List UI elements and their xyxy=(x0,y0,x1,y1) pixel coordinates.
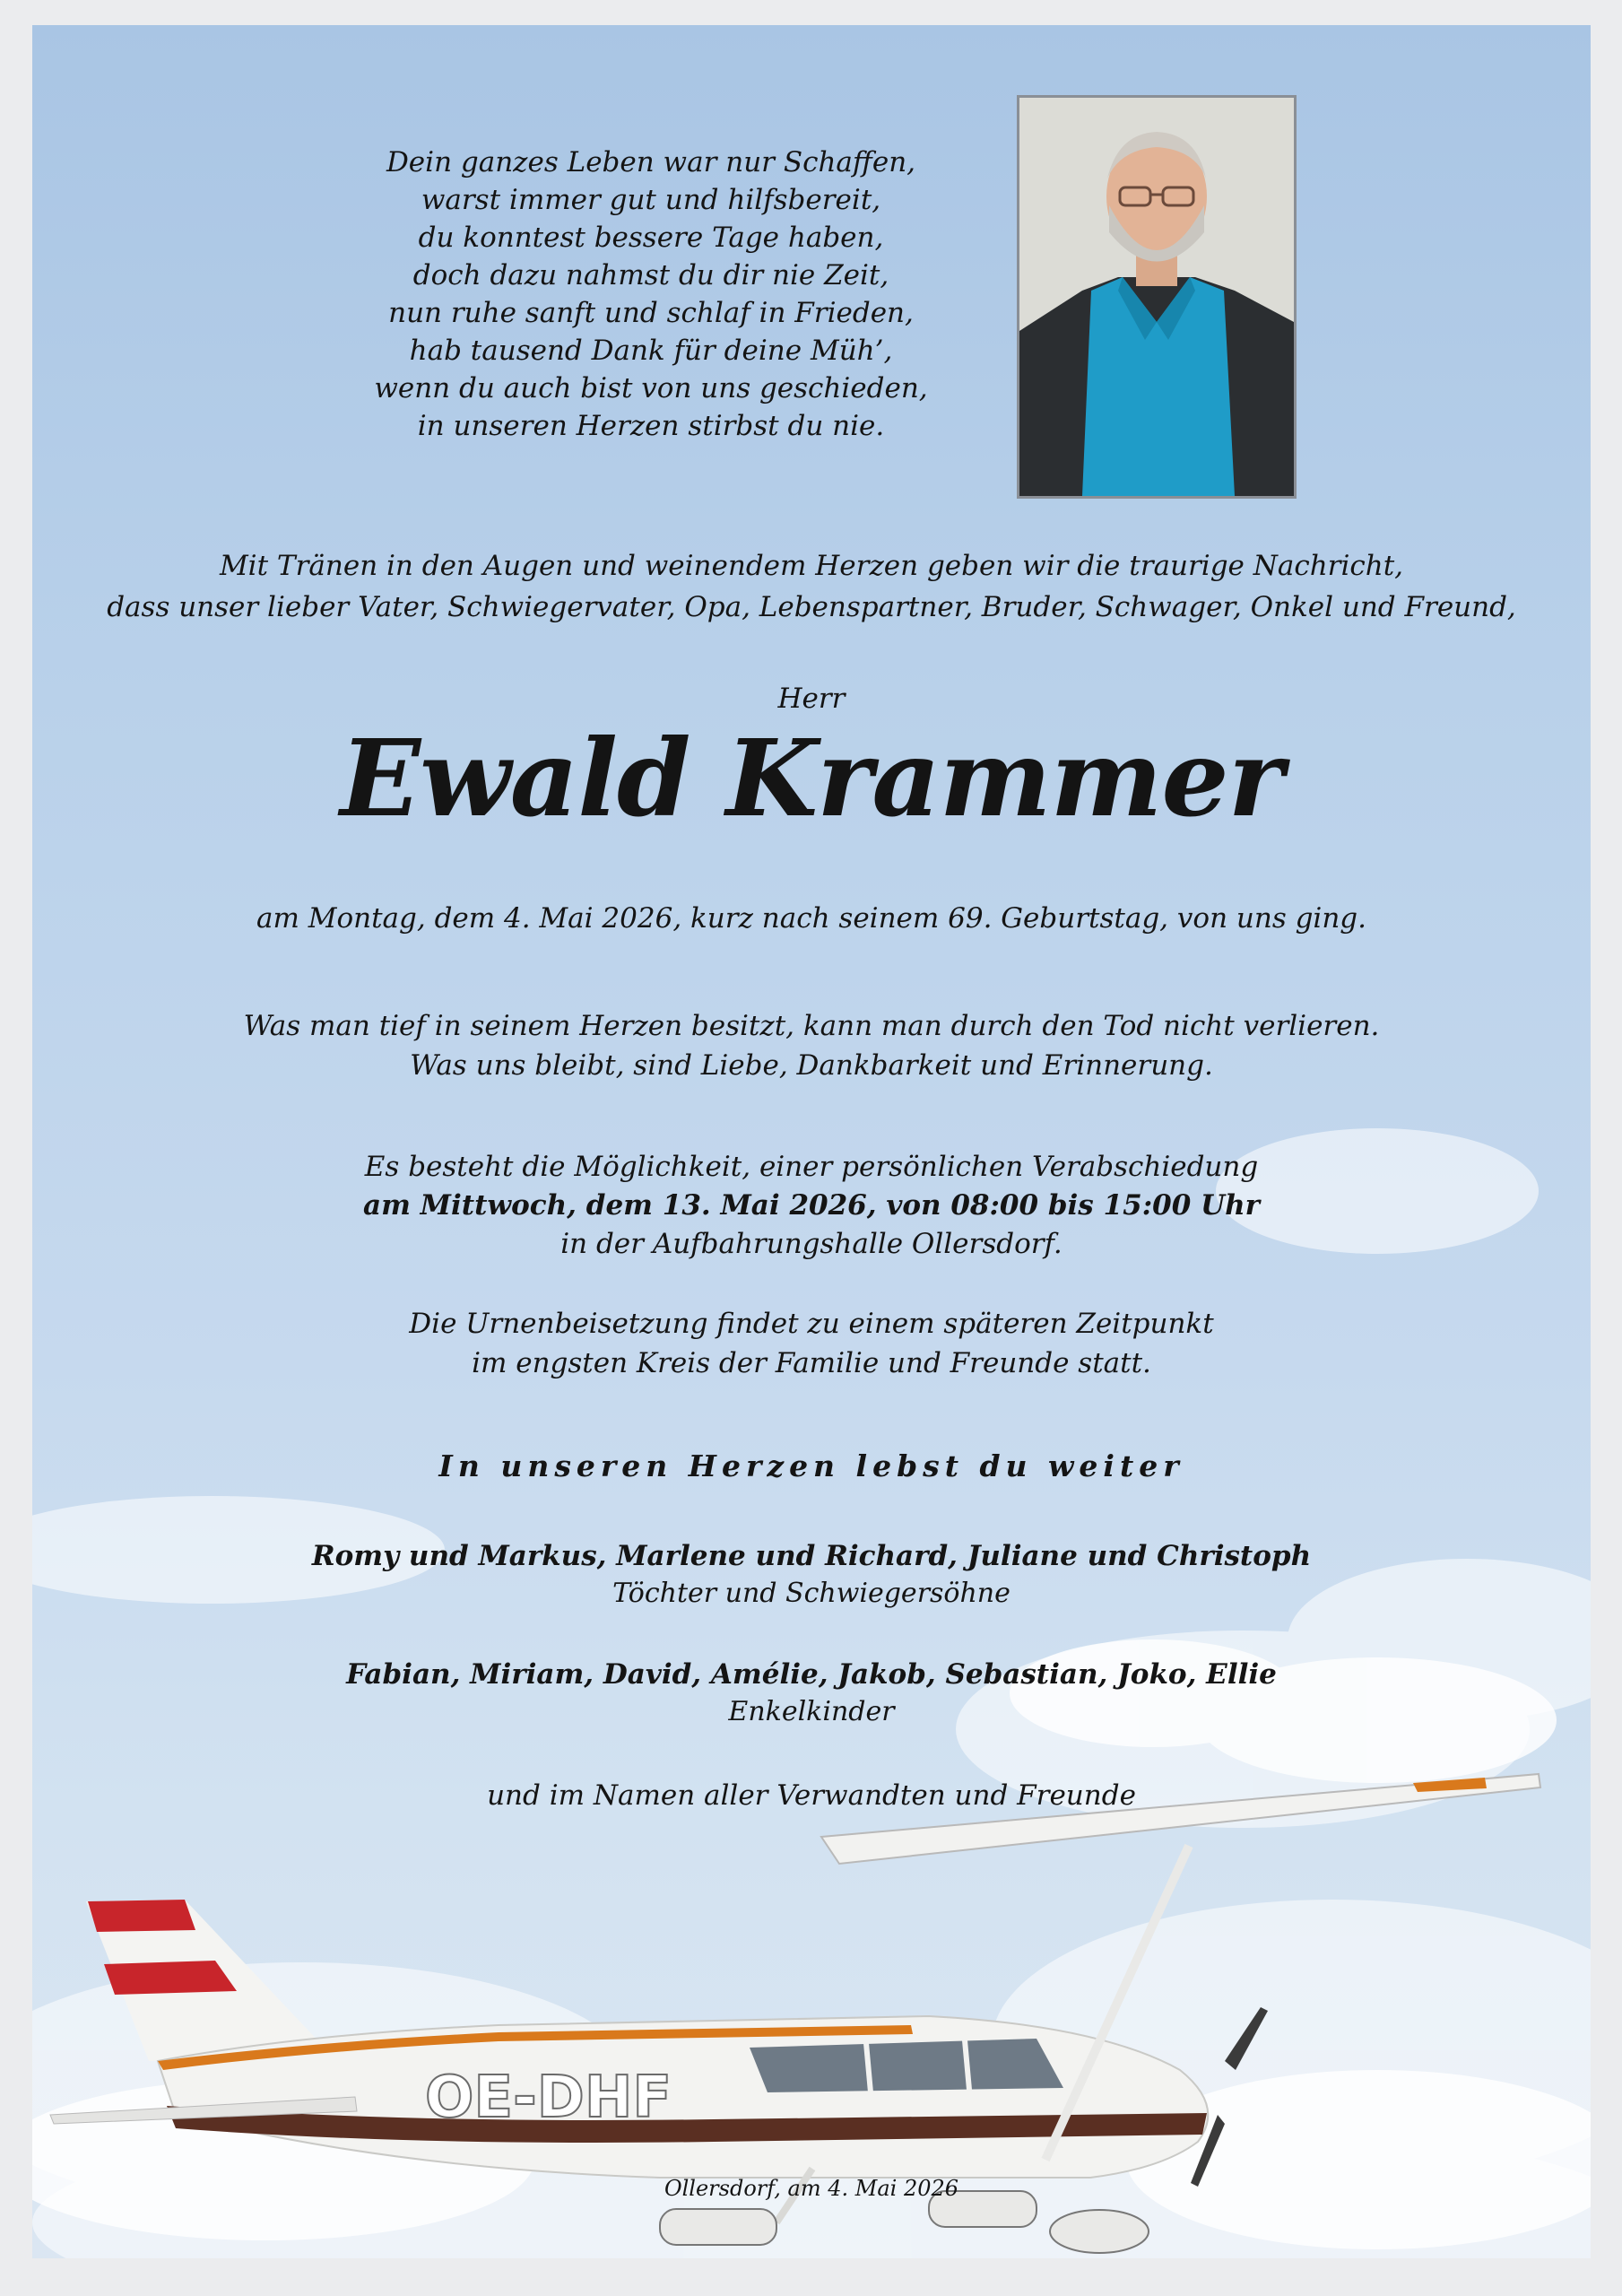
intro-text xyxy=(32,545,1591,628)
poem-line: hab tausend Dank für deine Müh’, xyxy=(409,335,893,367)
mourner-group xyxy=(32,1656,1591,1731)
intro-line: Mit Tränen in den Augen und weinendem Herzen geben wir die traurige Nachricht, xyxy=(219,550,1404,582)
salutation: Herr xyxy=(777,683,846,715)
urn-burial-info xyxy=(32,1304,1591,1383)
mourner-role: Enkelkinder xyxy=(728,1696,895,1727)
poem-line: du konntest bessere Tage haben, xyxy=(418,222,884,254)
aircraft-registration: OE-DHF xyxy=(425,2065,672,2131)
intro-line: dass unser lieber Vater, Schwiegervater, Opa, Lebenspartner, Bruder, Schwager, Onkel und Freund, xyxy=(107,591,1516,623)
obituary-card xyxy=(32,25,1591,2258)
poem-line: doch dazu nahmst du dir nie Zeit, xyxy=(412,259,889,291)
quote-line: Was man tief in seinem Herzen besitzt, kann man durch den Tod nicht verlieren. xyxy=(243,1010,1380,1042)
death-notice: am Montag, dem 4. Mai 2026, kurz nach seinem 69. Geburtstag, von uns ging. xyxy=(256,902,1367,935)
poem-line: warst immer gut und hilfsbereit, xyxy=(421,184,881,216)
poem-line: wenn du auch bist von uns geschieden, xyxy=(374,372,928,404)
mourner-role: Töchter und Schwiegersöhne xyxy=(612,1578,1010,1609)
mourner-names: Romy und Markus, Marlene und Richard, Juliane und Christoph xyxy=(311,1540,1312,1572)
urn-line: Die Urnenbeisetzung findet zu einem späteren Zeitpunkt xyxy=(409,1308,1214,1340)
memorial-quote xyxy=(32,1006,1591,1085)
poem-line: in unseren Herzen stirbst du nie. xyxy=(417,410,885,442)
motto: In unseren Herzen lebst du weiter xyxy=(438,1448,1184,1483)
farewell-info xyxy=(32,1148,1591,1264)
deceased-name: Ewald Krammer xyxy=(340,716,1283,840)
airplane-image xyxy=(32,1639,1591,2258)
portrait-photo xyxy=(1017,95,1297,499)
farewell-datetime: am Mittwoch, dem 13. Mai 2026, von 08:00 bis 15:00 Uhr xyxy=(363,1189,1260,1222)
poem-line: Dein ganzes Leben war nur Schaffen, xyxy=(386,146,916,178)
farewell-line: Es besteht die Möglichkeit, einer persönlichen Verabschiedung xyxy=(364,1151,1259,1183)
mourner-group xyxy=(32,1537,1591,1613)
closing-line: und im Namen aller Verwandten und Freunde xyxy=(487,1779,1136,1812)
poem-line: nun ruhe sanft und schlaf in Frieden, xyxy=(388,297,914,329)
urn-line: im engsten Kreis der Familie und Freunde statt. xyxy=(472,1347,1151,1379)
farewell-location: in der Aufbahrungshalle Ollersdorf. xyxy=(560,1228,1063,1260)
place-date: Ollersdorf, am 4. Mai 2026 xyxy=(664,2176,959,2201)
poem xyxy=(301,144,1001,445)
mourner-names: Fabian, Miriam, David, Amélie, Jakob, Sebastian, Joko, Ellie xyxy=(346,1658,1277,1691)
quote-line: Was uns bleibt, sind Liebe, Dankbarkeit und Erinnerung. xyxy=(410,1049,1213,1082)
